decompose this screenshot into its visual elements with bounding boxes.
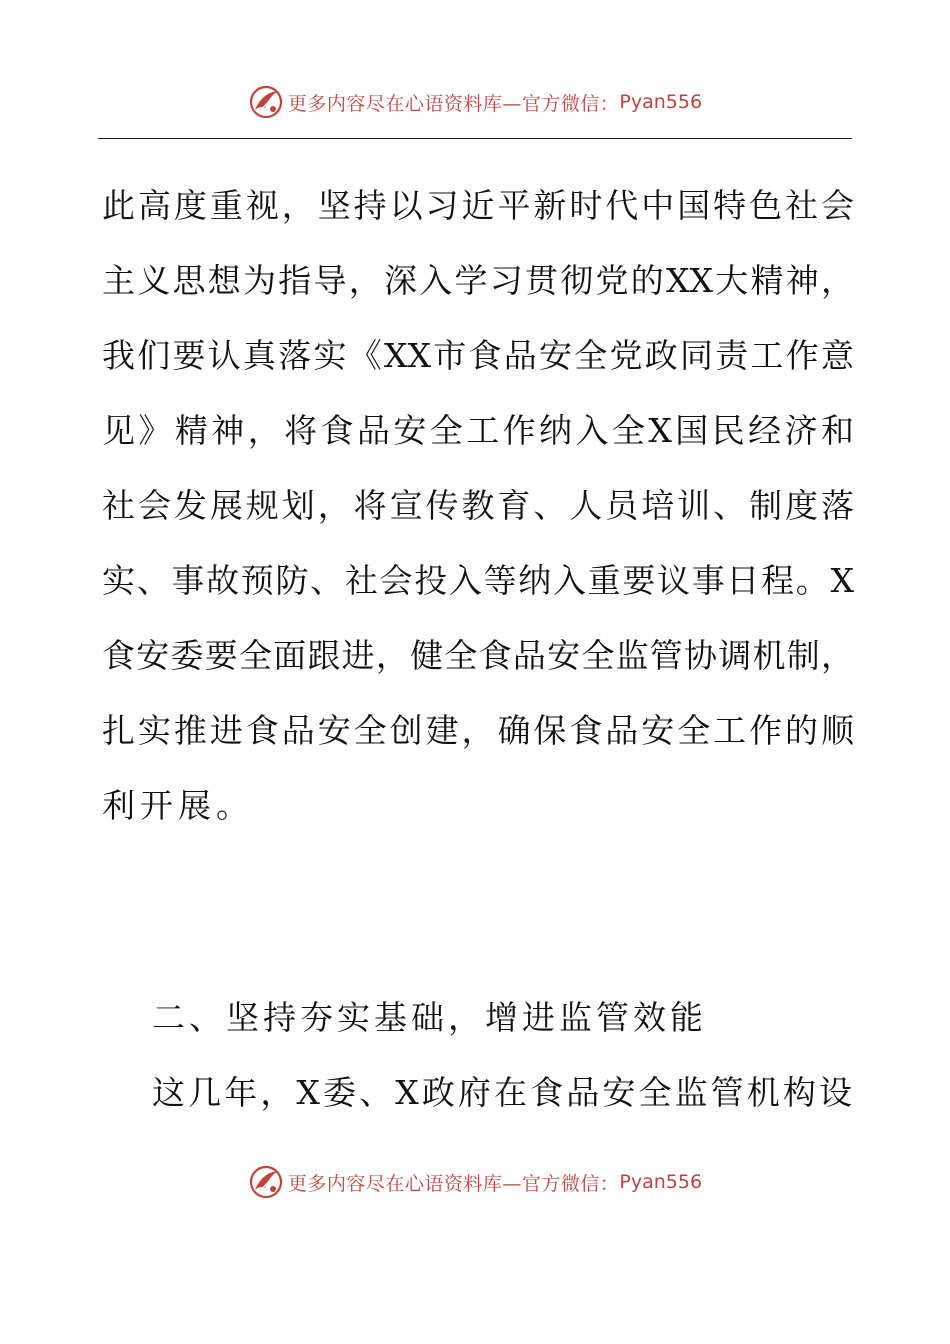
header-wechat-handle: Pyan556 (619, 91, 703, 113)
body-line: 此高度重视，坚持以习近平新时代中国特色社会 (102, 186, 854, 225)
footer-brand-text: 更多内容尽在心语资料库—官方微信： (287, 1172, 620, 1195)
header-watermark (0, 80, 950, 124)
body-line: 我们要认真落实《XX市食品安全党政同责工作意 (102, 336, 854, 375)
section-heading: 二、坚持夯实基础，增进监管效能 (152, 998, 707, 1037)
header-brand-text: 更多内容尽在心语资料库—官方微信： (287, 92, 620, 115)
header-divider (98, 138, 852, 139)
body-line: 见》精神，将食品安全工作纳入全X国民经济和 (102, 411, 854, 450)
footer-watermark (0, 1160, 950, 1204)
section-first-line: 这几年，X委、X政府在食品安全监管机构设 (152, 1073, 852, 1112)
brand-logo-icon (248, 84, 284, 120)
body-line: 主义思想为指导，深入学习贯彻党的XX大精神， (102, 261, 854, 300)
brand-logo-icon (248, 1164, 284, 1200)
body-line: 食安委要全面跟进，健全食品安全监管协调机制， (102, 636, 854, 675)
body-line: 利开展。 (102, 786, 254, 825)
body-line: 扎实推进食品安全创建，确保食品安全工作的顺 (102, 711, 854, 750)
body-line: 实、事故预防、社会投入等纳入重要议事日程。X (102, 561, 854, 600)
document-body (102, 168, 854, 843)
footer-wechat-handle: Pyan556 (619, 1171, 703, 1193)
section-two (152, 980, 852, 1130)
body-line: 社会发展规划，将宣传教育、人员培训、制度落 (102, 486, 854, 525)
